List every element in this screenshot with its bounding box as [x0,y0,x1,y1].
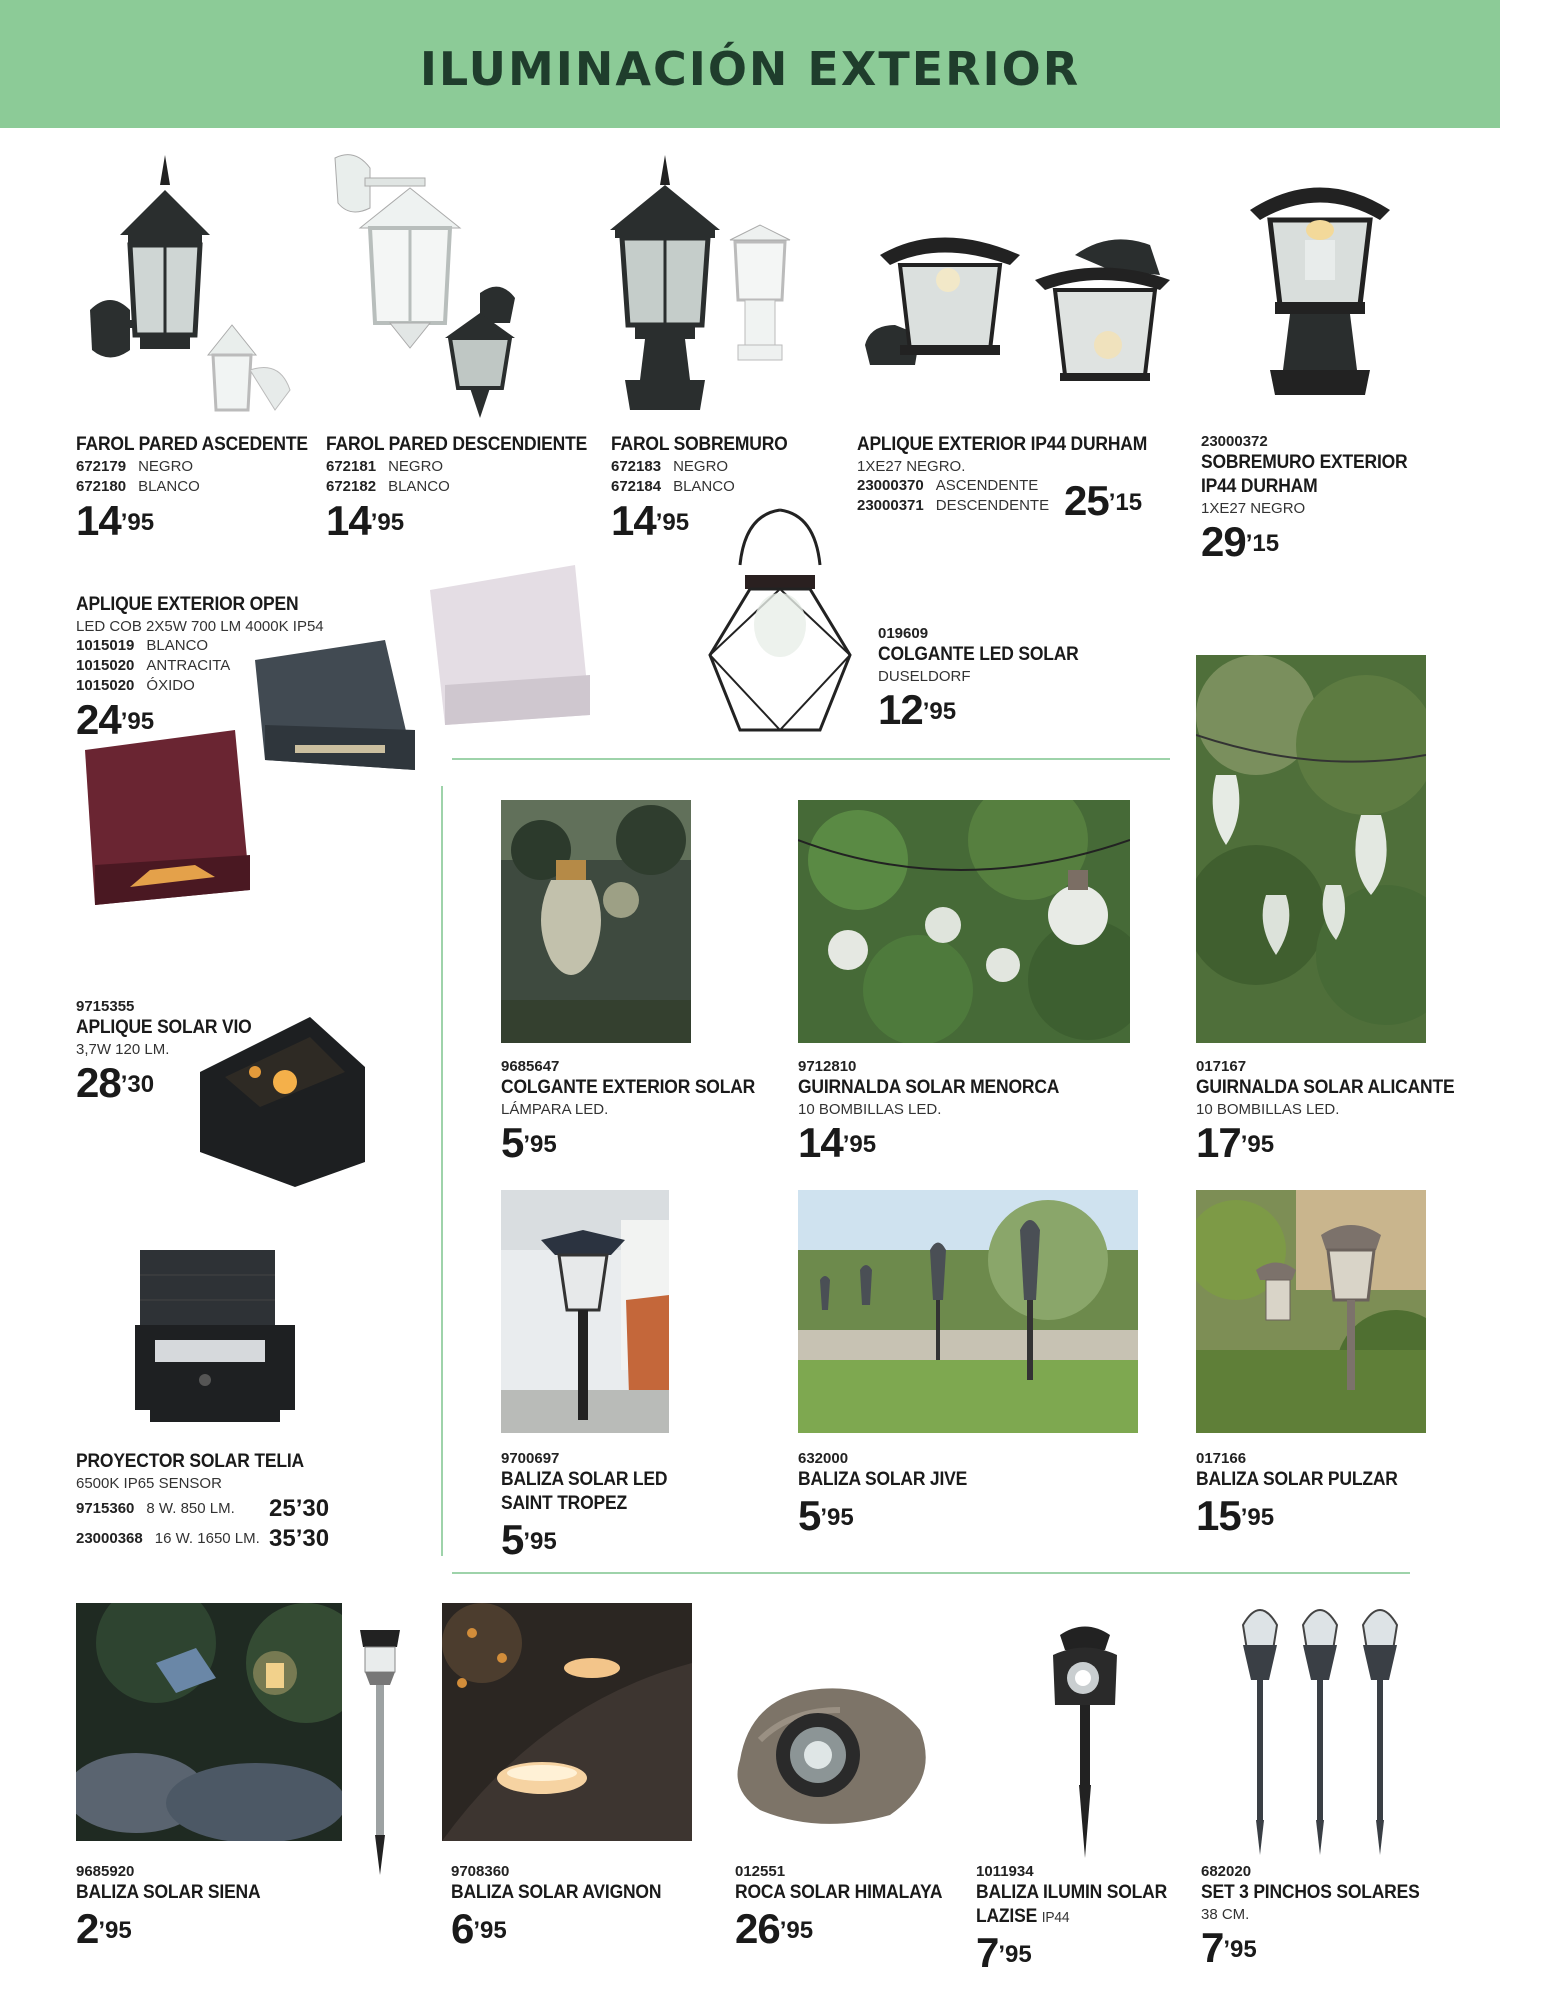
product-desc: LÁMPARA LED. [501,1101,609,1118]
product-name: GUIRNALDA SOLAR MENORCA [798,1077,1060,1098]
product-baliza-avignon [451,1863,711,1951]
product-code: 1015020 [76,657,135,674]
product-tag: IP44 [1041,1909,1070,1926]
product-code: 9708360 [451,1863,510,1880]
product-baliza-siena [76,1863,336,1951]
variant-label: BLANCO [138,478,200,495]
product-code: 019609 [878,625,929,642]
product-code: 1015019 [76,637,135,654]
baliza-siena-stake-image [355,1625,405,1880]
product-name: COLGANTE EXTERIOR SOLAR [501,1077,756,1098]
price: $25^{’15}$ [1064,477,1143,524]
product-proyector-telia [76,1450,376,1552]
product-name: BALIZA SOLAR PULZAR [1196,1469,1398,1490]
product-desc: 3,7W 120 LM. [76,1041,170,1058]
product-name-2: SAINT TROPEZ [501,1493,627,1514]
product-code: 23000368 [76,1530,143,1547]
product-baliza-pulzar [1196,1450,1456,1538]
product-name: SOBREMURO EXTERIOR [1201,452,1408,473]
price: $2^{’95}$ [76,1905,132,1952]
divider [452,1572,1410,1574]
product-code: 9685920 [76,1863,135,1880]
product-code: 672181 [326,458,377,475]
variant-price: 25’30 [269,1495,330,1522]
product-set-pinchos [1201,1863,1491,1970]
product-desc: 1XE27 NEGRO [1201,500,1306,517]
variant-label: ANTRACITA [146,657,231,674]
product-roca-himalaya [735,1863,975,1951]
product-name: SET 3 PINCHOS SOLARES [1201,1882,1420,1903]
price: $15^{’95}$ [1196,1492,1275,1539]
product-code: 017166 [1196,1450,1247,1467]
price: $7^{’95}$ [1201,1924,1257,1971]
product-code: 1015020 [76,677,135,694]
variant-label: BLANCO [146,637,209,654]
product-name: BALIZA SOLAR JIVE [798,1469,968,1490]
baliza-avignon-photo [442,1603,692,1841]
variant-label: 8 W. 850 LM. [146,1500,235,1517]
product-name-2: IP44 DURHAM [1201,476,1318,497]
product-name: APLIQUE SOLAR VIO [76,1017,252,1038]
variant-label: BLANCO [388,478,450,495]
product-code: 9700697 [501,1450,560,1467]
price: $14^{’95}$ [611,497,690,544]
proyector-telia-image [130,1245,300,1430]
product-name: GUIRNALDA SOLAR ALICANTE [1196,1077,1455,1098]
product-desc: LED COB 2X5W 700 LM 4000K IP54 [76,618,324,635]
variant-label: NEGRO [138,458,194,475]
product-code: 672184 [611,478,662,495]
product-code: 672180 [76,478,127,495]
product-baliza-jive [798,1450,1038,1538]
product-name: BALIZA SOLAR SIENA [76,1882,261,1903]
product-colgante-led-solar [878,625,1118,732]
product-name: BALIZA ILUMIN SOLAR [976,1882,1168,1903]
product-name: COLGANTE LED SOLAR [878,644,1079,665]
product-name: FAROL SOBREMURO [611,434,788,455]
product-farol-ascendente [76,433,326,543]
product-desc: 6500K IP65 SENSOR [76,1475,222,1492]
product-code: 9715360 [76,1500,135,1517]
product-guirnalda-alicante [1196,1058,1486,1165]
product-name-2: LAZISE IP44 [976,1906,1070,1927]
aplique-solar-vio-image [195,1012,370,1187]
farol-ascendente-image [80,145,300,425]
product-name: BALIZA SOLAR LED [501,1469,668,1490]
product-code: 23000372 [1201,433,1268,450]
price: $26^{’95}$ [735,1905,814,1952]
price: $14^{’95}$ [76,497,155,544]
variant-label: ÓXIDO [146,677,195,694]
price: $24^{’95}$ [76,696,155,743]
product-code: 682020 [1201,1863,1252,1880]
farol-descendiente-image [330,148,550,428]
product-desc: 1XE27 NEGRO. [857,458,966,475]
baliza-pulzar-photo [1196,1190,1426,1433]
product-code: 012551 [735,1863,786,1880]
divider [441,786,443,1556]
colgante-led-solar-image [705,505,855,735]
product-code: 672183 [611,458,662,475]
price: $12^{’95}$ [878,686,957,733]
price: $5^{’95}$ [501,1119,557,1166]
price: $28^{’30}$ [76,1059,155,1106]
variant-price: 35’30 [269,1525,330,1552]
roca-himalaya-image [730,1680,940,1830]
product-name: BALIZA SOLAR AVIGNON [451,1882,662,1903]
product-code: 9712810 [798,1058,857,1075]
product-desc: 10 BOMBILLAS LED. [1196,1101,1340,1118]
product-code: 017167 [1196,1058,1247,1075]
price: $29^{’15}$ [1201,518,1280,565]
product-name: PROYECTOR SOLAR TELIA [76,1451,304,1472]
variant-label: BLANCO [673,478,735,495]
product-farol-descendiente [326,433,586,543]
product-name: FAROL PARED ASCEDENTE [76,434,308,455]
product-name: APLIQUE EXTERIOR IP44 DURHAM [857,434,1148,455]
baliza-jive-photo [798,1190,1138,1433]
price: $5^{’95}$ [501,1516,557,1563]
divider [452,758,1170,760]
header-banner [0,0,1500,128]
product-code: 23000371 [857,497,924,514]
product-desc: 38 CM. [1201,1906,1250,1923]
guirnalda-alicante-photo [1196,655,1426,1043]
product-code: 632000 [798,1450,849,1467]
price: $7^{’95}$ [976,1929,1032,1976]
price: $5^{’95}$ [798,1492,854,1539]
variant-label: NEGRO [673,458,729,475]
product-aplique-durham [857,433,1177,524]
product-name: APLIQUE EXTERIOR OPEN [76,594,299,615]
baliza-siena-photo [76,1603,342,1841]
aplique-durham-image [860,225,1200,395]
baliza-lazise-image [1045,1620,1125,1860]
product-code: 9685647 [501,1058,560,1075]
product-code: 23000370 [857,477,924,494]
product-guirnalda-menorca [798,1058,1088,1165]
product-code: 672182 [326,478,377,495]
product-desc: 10 BOMBILLAS LED. [798,1101,942,1118]
set-pinchos-image [1235,1590,1415,1860]
price: $6^{’95}$ [451,1905,507,1952]
product-name: ROCA SOLAR HIMALAYA [735,1882,943,1903]
page-title: ILUMINACIÓN EXTERIOR [419,42,1081,96]
product-code: 1011934 [976,1863,1034,1880]
product-baliza-lazise [976,1863,1196,1975]
price: $14^{’95}$ [798,1119,877,1166]
farol-sobremuro-image [600,150,800,420]
guirnalda-menorca-photo [798,800,1130,1043]
colgante-exterior-photo [501,800,691,1043]
baliza-tropez-photo [501,1190,669,1433]
product-sobremuro-durham [1201,433,1441,564]
variant-label: NEGRO [388,458,444,475]
product-name: FAROL PARED DESCENDIENTE [326,434,588,455]
variant-label: 16 W. 1650 LM. [154,1530,260,1547]
product-desc: DUSELDORF [878,668,971,685]
variant-label: DESCENDENTE [935,497,1050,514]
product-code: 672179 [76,458,127,475]
product-code: 9715355 [76,998,135,1015]
variant-label: ASCENDENTE [935,477,1039,494]
product-colgante-exterior-solar [501,1058,781,1165]
sobremuro-durham-image [1245,170,1395,400]
price: $17^{’95}$ [1196,1119,1275,1166]
product-baliza-tropez [501,1450,741,1562]
price: $14^{’95}$ [326,497,405,544]
